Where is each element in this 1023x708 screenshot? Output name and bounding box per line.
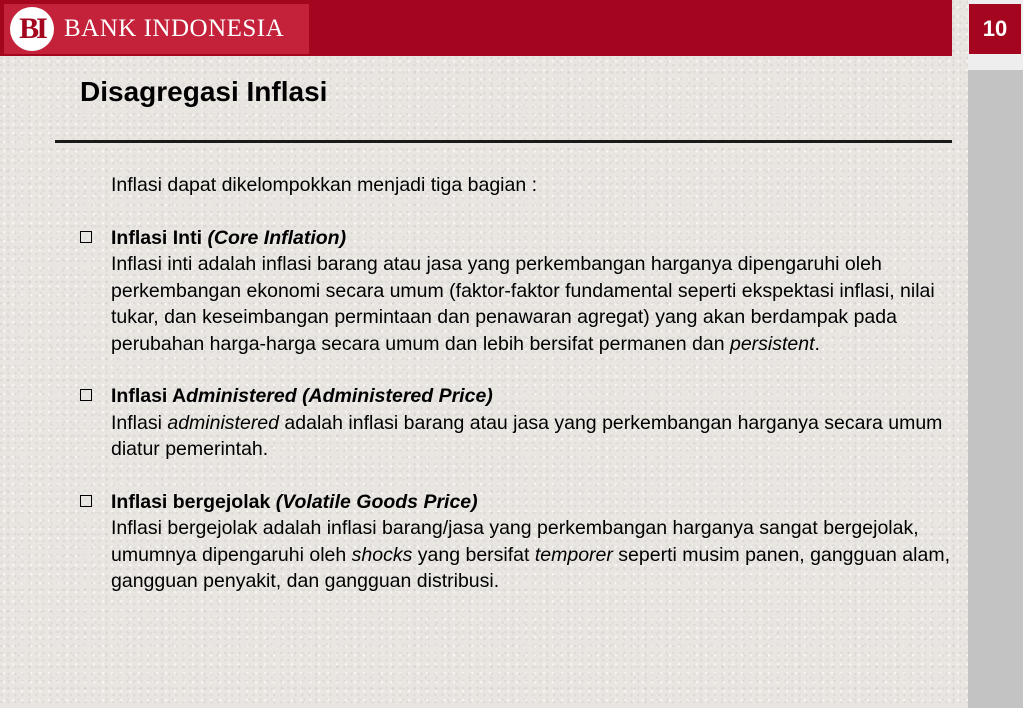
body-italic-2: temporer [534,543,613,566]
bi-emblem-letters: BI [19,12,45,45]
body-italic: persistent [729,332,815,355]
section-heading [111,489,960,516]
section-heading [111,225,960,252]
page-number: 10 [969,4,1021,54]
body-text-end: seperti musim panen, gangguan alam, gangguan penyakit, dan gangguan distribusi. [111,543,950,592]
slide-content [80,172,960,621]
section-core-inflation [80,225,960,358]
section-body [111,410,960,463]
header-bar [0,0,952,56]
heading-italic: (Core Inflation) [207,226,347,249]
title-divider [55,140,952,143]
square-bullet-icon [80,495,92,507]
heading-italic: dministered (Administered Price) [186,385,493,407]
section-administered-price [80,383,960,463]
bank-indonesia-logo [4,4,309,54]
logo-text: BANK INDONESIA [64,15,285,42]
square-bullet-icon [80,231,92,243]
body-text-mid: yang bersifat [412,543,535,566]
bi-emblem-icon [10,7,54,51]
section-body [111,251,960,357]
heading-bold: Inflasi bergejolak [111,490,271,513]
heading-bold: Inflasi Inti [111,226,203,249]
body-text: Inflasi inti adalah inflasi barang atau jasa yang perkembangan harganya dipengaruhi oleh perkembangan ekonomi secara umum (faktor-faktor fundamental seperti ekspektasi inflasi, nilai tukar, dan keseimbangan permintaan dan penawaran agregat) yang akan berdampak pada perubahan harga-harga secara umum dan lebih bersifat permanen dan [111,253,935,355]
square-bullet-icon [80,389,92,401]
section-body [111,515,960,595]
right-side-panel [968,0,1023,708]
body-text: Inflasi [111,411,168,434]
intro-text: Inflasi dapat dikelompokkan menjadi tiga bagian : [111,174,538,196]
section-volatile-goods [80,489,960,595]
body-text-end: . [814,332,820,355]
heading-bold: Inflasi A [111,385,187,407]
heading-italic: (Volatile Goods Price) [275,490,478,513]
section-heading [111,383,960,410]
body-italic: administered [167,411,279,434]
body-text: Inflasi bergejolak adalah inflasi barang/jasa yang perkembangan harganya sangat bergejolak, umumnya dipengaruhi oleh [111,517,919,566]
body-italic: shocks [351,543,413,566]
body-text-end: adalah inflasi barang atau jasa yang perkembangan harganya secara umum diatur pemerintah. [111,411,943,460]
page-title: Disagregasi Inflasi [80,76,328,107]
